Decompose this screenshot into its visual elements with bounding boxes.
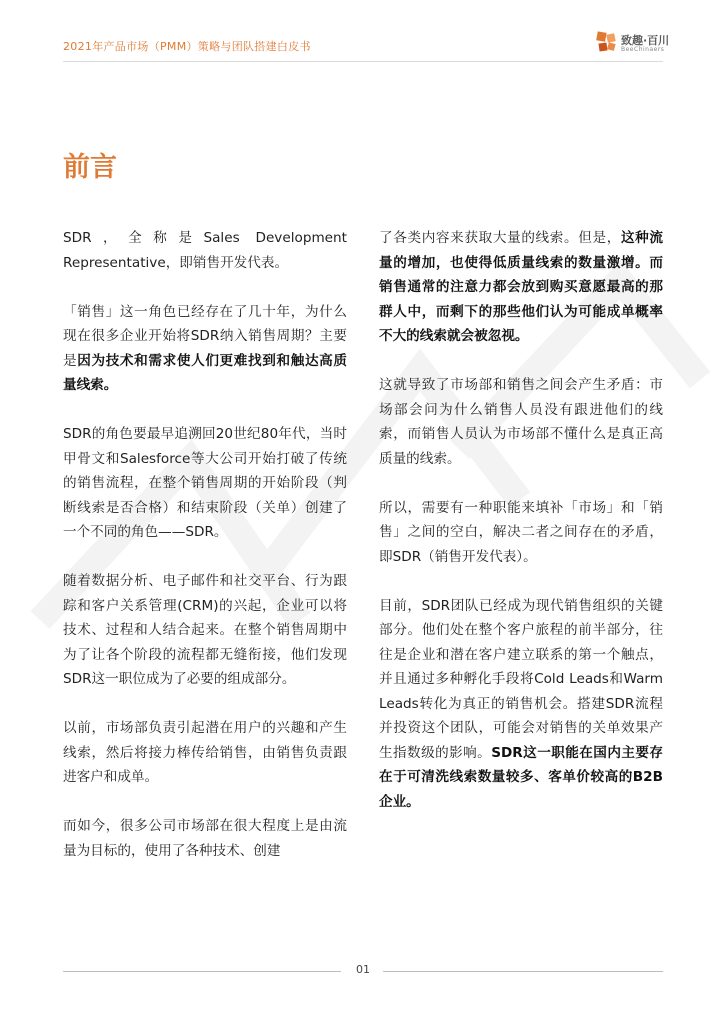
paragraph-text: 目前，SDR团队已经成为现代销售组织的关键部分。他们处在整个客户旅程的前半部分，往往是企业和潜在客户建立联系的第一个触点，并且通过多种孵化手段将Cold Leads和Warm Leads转化为真正的销售机会。搭建SDR流程并投资这个团队，可能会对销售的关单效果产生指数级的影响。 bbox=[379, 597, 663, 761]
brand-logo bbox=[595, 30, 705, 58]
paragraph bbox=[379, 226, 663, 349]
paragraph-emphasis: 因为技术和需求使人们更难找到和触达高质量线索。 bbox=[63, 352, 348, 393]
left-column bbox=[63, 226, 347, 888]
header-title: 2021年产品市场（PMM）策略与团队搭建白皮书 bbox=[63, 40, 311, 53]
paragraph: SDR，全称是Sales Development Representative，即销售开发代表。 bbox=[63, 230, 347, 271]
logo-mark-icon bbox=[595, 30, 619, 54]
logo-subtitle: BeeChinaers bbox=[621, 46, 665, 53]
paragraph: 以前，市场部负责引起潜在用户的兴趣和产生线索，然后将接力棒传给销售，由销售负责跟进客户和成单。 bbox=[63, 720, 347, 785]
footer-divider-left bbox=[63, 971, 341, 972]
paragraph-text: 了各类内容来获取大量的线索。但是， bbox=[379, 230, 621, 246]
paragraph: 这就导致了市场部和销售之间会产生矛盾：市场部会问为什么销售人员没有跟进他们的线索，而销售人员认为市场部不懂什么是真正高质量的线索。 bbox=[379, 377, 663, 467]
paragraph-emphasis: 这种流量的增加，也使得低质量线索的数量激增。而销售通常的注意力都会放到购买意愿最高的那群人中，而剩下的那些他们认为可能成单概率不大的线索就会被忽视。 bbox=[379, 230, 664, 344]
page-number: 01 bbox=[356, 963, 370, 976]
header-divider bbox=[63, 61, 663, 62]
page-title: 前言 bbox=[63, 152, 117, 183]
paragraph: SDR的角色要最早追溯回20世纪80年代，当时甲骨文和Salesforce等大公司开始打破了传统的销售流程，在整个销售周期的开始阶段（判断线索是否合格）和结束阶段（关单）创建了一个不同的角色——SDR。 bbox=[63, 426, 347, 540]
paragraph: 随着数据分析、电子邮件和社交平台、行为跟踪和客户关系管理(CRM)的兴起，企业可以将技术、过程和人结合起来。在整个销售周期中为了让各个阶段的流程都无缝衔接，他们发现SDR这一职位成为了必要的组成部分。 bbox=[63, 573, 347, 687]
paragraph: 而如今，很多公司市场部在很大程度上是由流量为目标的，使用了各种技术、创建 bbox=[63, 818, 347, 859]
paragraph-text: 「销售」这一角色已经存在了几十年，为什么现在很多企业开始将SDR纳入销售周期？主要是 bbox=[63, 303, 347, 369]
paragraph bbox=[63, 300, 347, 398]
paragraph-emphasis: SDR这一职能在国内主要存在于可清洗线索数量较多、客单价较高的B2B企业。 bbox=[379, 744, 663, 810]
logo-name: 致趣·百川 bbox=[621, 34, 670, 47]
footer-divider-right bbox=[383, 971, 663, 972]
right-column bbox=[379, 226, 663, 839]
paragraph bbox=[379, 594, 663, 815]
paragraph: 所以，需要有一种职能来填补「市场」和「销售」之间的空白，解决二者之间存在的矛盾，即SDR（销售开发代表）。 bbox=[379, 499, 663, 565]
